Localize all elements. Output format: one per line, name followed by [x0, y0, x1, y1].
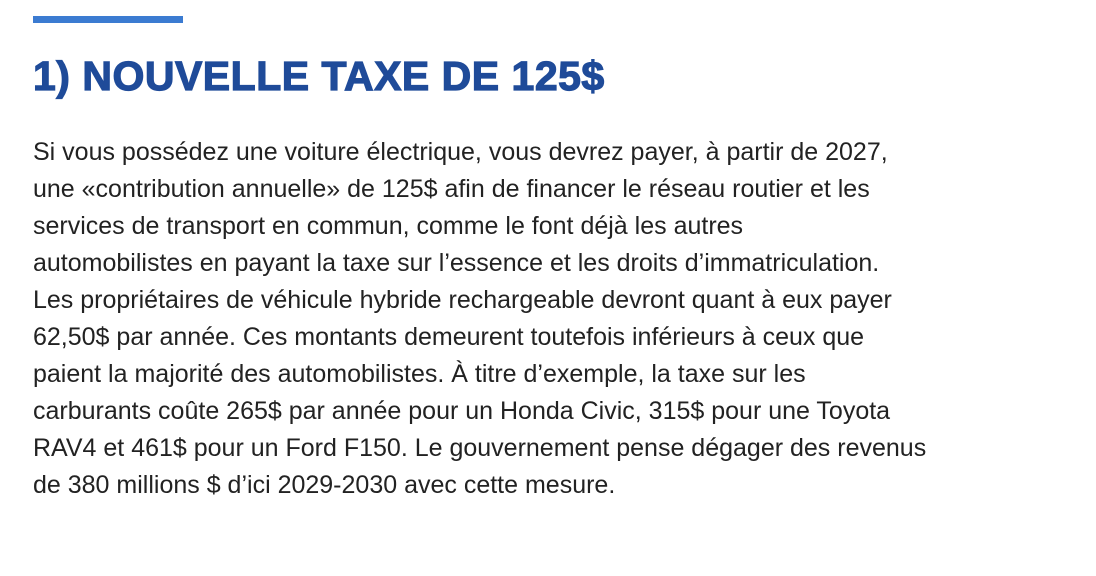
article-paragraph — [33, 134, 1083, 504]
paragraph-line: Si vous possédez une voiture électrique, vous devrez payer, à partir de 2027, — [33, 138, 888, 166]
accent-bar — [33, 16, 183, 23]
paragraph-line: services de transport en commun, comme le font déjà les autres — [33, 212, 744, 240]
paragraph-line: paient la majorité des automobilistes. À titre d’exemple, la taxe sur les — [33, 360, 806, 388]
paragraph-line: carburants coûte 265$ par année pour un Honda Civic, 315$ pour une Toyota — [33, 397, 891, 425]
paragraph-line: une «contribution annuelle» de 125$ afin de financer le réseau routier et les — [33, 175, 870, 203]
paragraph-line: de 380 millions $ d’ici 2029-2030 avec cette mesure. — [33, 471, 616, 499]
section-title: 1) NOUVELLE TAXE DE 125$ — [33, 53, 605, 99]
paragraph-line: RAV4 et 461$ pour un Ford F150. Le gouvernement pense dégager des revenus — [33, 434, 927, 462]
paragraph-line: Les propriétaires de véhicule hybride rechargeable devront quant à eux payer — [33, 286, 892, 314]
paragraph-line: automobilistes en payant la taxe sur l’essence et les droits d’immatriculation. — [33, 249, 880, 277]
paragraph-line: 62,50$ par année. Ces montants demeurent toutefois inférieurs à ceux que — [33, 323, 865, 351]
